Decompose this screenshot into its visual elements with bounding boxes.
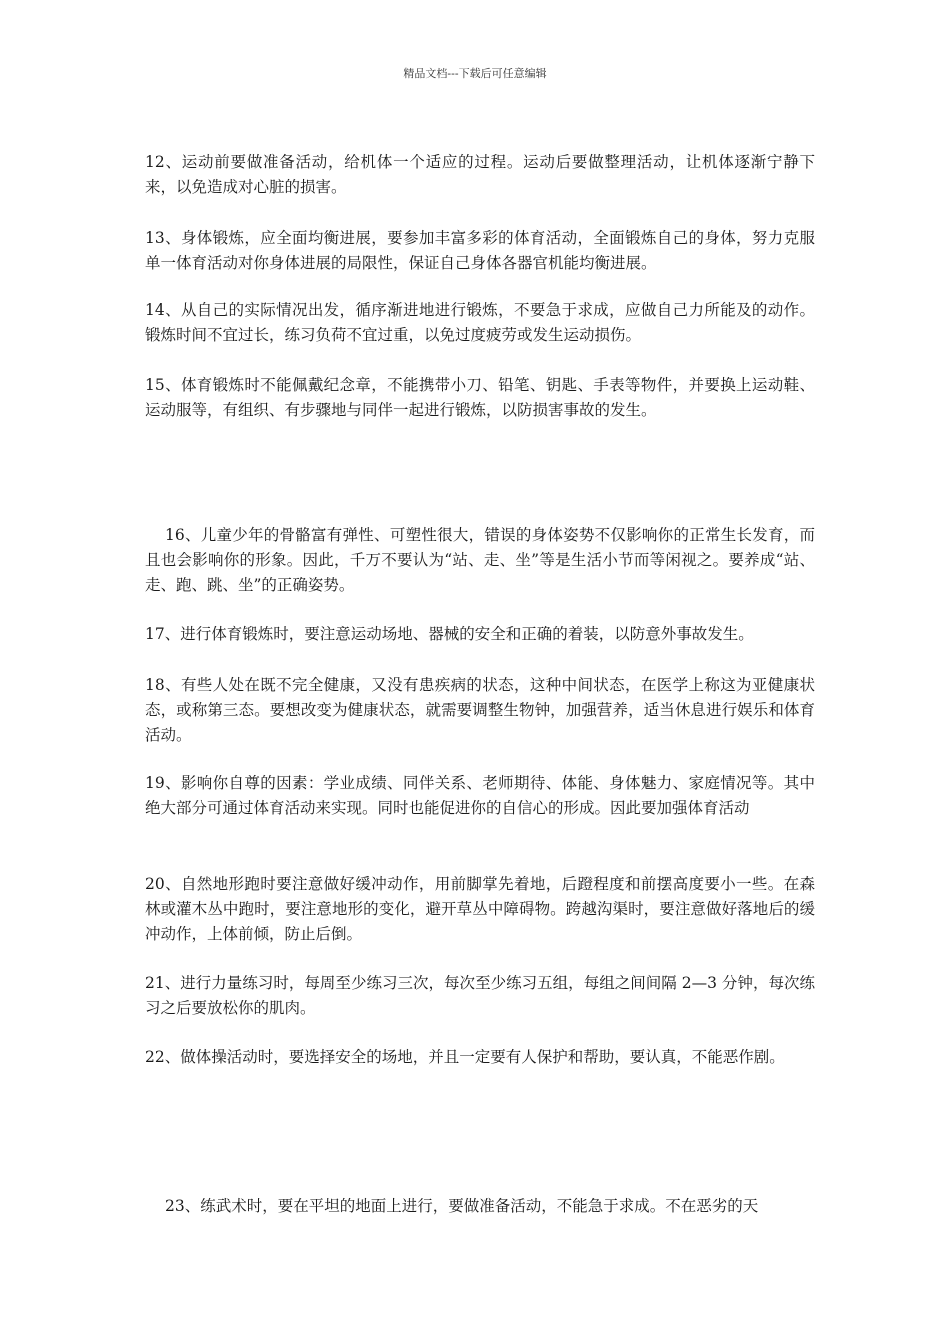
paragraph-16: 16、儿童少年的骨骼富有弹性、可塑性很大，错误的身体姿势不仅影响你的正常生长发育，而且也会影响你的形象。因此，千万不要认为“站、走、坐”等是生活小节而等闲视之。要养成“站、走、跑、跳、坐”的正确姿势。	[145, 526, 815, 594]
page-header: 精品文档---下载后可任意编辑	[403, 67, 547, 80]
paragraph-19: 19、影响你自尊的因素：学业成绩、同伴关系、老师期待、体能、身体魅力、家庭情况等。其中绝大部分可通过体育活动来实现。同时也能促进你的自信心的形成。因此要加强体育活动	[145, 774, 815, 817]
paragraph-21: 21、进行力量练习时，每周至少练习三次，每次至少练习五组，每组之间间隔 2—3 分钟，每次练习之后要放松你的肌肉。	[145, 974, 815, 1017]
paragraph-22: 22、做体操活动时，要选择安全的场地，并且一定要有人保护和帮助，要认真，不能恶作剧。	[145, 1048, 785, 1066]
paragraph-15: 15、体育锻炼时不能佩戴纪念章，不能携带小刀、铅笔、钥匙、手表等物件，并要换上运动鞋、运动服等，有组织、有步骤地与同伴一起进行锻炼，以防损害事故的发生。	[145, 376, 815, 419]
paragraph-20: 20、自然地形跑时要注意做好缓冲动作，用前脚掌先着地，后蹬程度和前摆高度要小一些。在森林或灌木丛中跑时，要注意地形的变化，避开草丛中障碍物。跨越沟渠时，要注意做好落地后的缓冲动作，上体前倾，防止后倒。	[145, 875, 815, 943]
paragraph-17: 17、进行体育锻炼时，要注意运动场地、器械的安全和正确的着装，以防意外事故发生。	[145, 625, 754, 643]
paragraph-18: 18、有些人处在既不完全健康，又没有患疾病的状态，这种中间状态，在医学上称这为亚健康状态，或称第三态。要想改变为健康状态，就需要调整生物钟，加强营养，适当休息进行娱乐和体育活动。	[145, 676, 815, 744]
paragraph-12: 12、运动前要做准备活动，给机体一个适应的过程。运动后要做整理活动，让机体逐渐宁静下来，以免造成对心脏的损害。	[145, 153, 815, 196]
paragraph-13: 13、身体锻炼，应全面均衡进展，要参加丰富多彩的体育活动，全面锻炼自己的身体，努力克服单一体育活动对你身体进展的局限性，保证自己身体各器官机能均衡进展。	[145, 229, 815, 272]
paragraph-23: 23、练武术时，要在平坦的地面上进行，要做准备活动，不能急于求成。不在恶劣的天	[165, 1197, 759, 1215]
paragraph-14: 14、从自己的实际情况出发，循序渐进地进行锻炼，不要急于求成，应做自己力所能及的动作。锻炼时间不宜过长，练习负荷不宜过重，以免过度疲劳或发生运动损伤。	[145, 301, 815, 344]
